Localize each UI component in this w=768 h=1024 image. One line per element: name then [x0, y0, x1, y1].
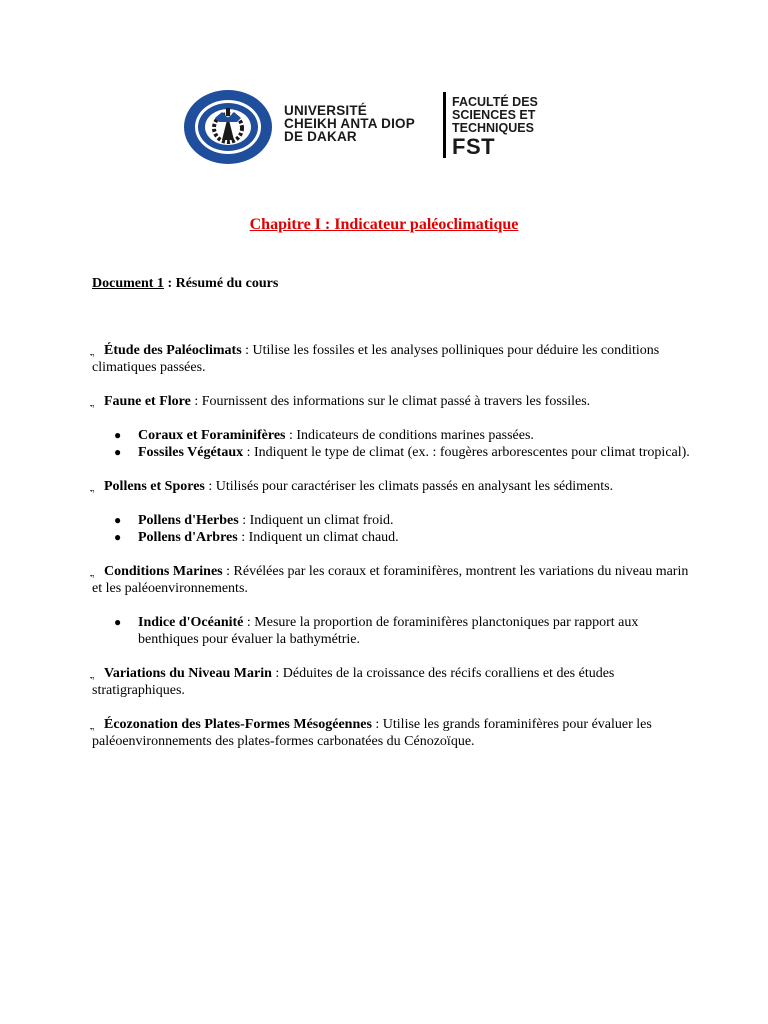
bullet-text: : Indiquent un climat froid. [238, 513, 394, 528]
university-name [284, 104, 415, 143]
section-marker [92, 665, 104, 682]
section-text: : Utilise les grands foraminifères pour évaluer les paléoenvironnements des plates-formes carbonatées du Cénozoïque. [92, 717, 652, 749]
faculty-line: TECHNIQUES [452, 121, 534, 135]
faculty-name [452, 96, 538, 158]
bullet-icon: ● [114, 445, 122, 459]
chapter-title [0, 216, 768, 234]
list-item [92, 529, 692, 546]
section-marker [92, 563, 104, 580]
document-subtitle: : Résumé du cours [163, 276, 279, 291]
list-item [92, 444, 692, 461]
section-term: Conditions Marines [104, 564, 223, 579]
course-summary [92, 342, 692, 750]
section-term: Faune et Flore [104, 394, 191, 409]
list-item [92, 512, 692, 529]
faculty-line: FACULTÉ DES [452, 95, 538, 109]
bullet-term: Pollens d'Arbres [138, 530, 238, 545]
section-text: : Révélées par les coraux et foraminifères, montrent les variations du niveau marin et les paléoenvironnements. [92, 564, 689, 596]
section-term: Pollens et Spores [104, 479, 205, 494]
bullet-term: Pollens d'Herbes [138, 513, 239, 528]
bullet-icon: ● [114, 530, 122, 544]
bullet-icon: ● [114, 615, 122, 629]
section-paragraph [92, 393, 692, 410]
section-text: : Déduites de la croissance des récifs coralliens et des études stratigraphiques. [92, 666, 615, 698]
section-paragraph [92, 665, 692, 699]
bullet-text: : Mesure la proportion de foraminifères planctoniques par rapport aux benthiques pour évaluer la bathymétrie. [138, 615, 639, 647]
bullet-list [92, 427, 692, 461]
list-item [92, 427, 692, 444]
section-marker [92, 716, 104, 733]
bullet-list [92, 614, 692, 648]
university-line: CHEIKH ANTA DIOP [284, 116, 415, 131]
section-marker [92, 478, 104, 495]
section-text: : Utilise les fossiles et les analyses polliniques pour déduire les conditions climatiques passées. [92, 343, 660, 375]
bullet-term: Coraux et Foraminifères [138, 428, 286, 443]
section-paragraph [92, 716, 692, 750]
section-paragraph [92, 563, 692, 597]
section-paragraph [92, 478, 692, 495]
bullet-icon: ● [114, 513, 122, 527]
section-paragraph [92, 342, 692, 376]
bullet-text: : Indiquent un climat chaud. [237, 530, 399, 545]
section-term: Étude des Paléoclimats [104, 343, 242, 358]
bullet-text: : Indiquent le type de climat (ex. : fougères arborescentes pour climat tropical). [243, 445, 690, 460]
bullet-text: : Indicateurs de conditions marines passées. [285, 428, 534, 443]
university-line: UNIVERSITÉ [284, 103, 368, 118]
bullet-icon: ● [114, 428, 122, 442]
document-label: Document 1 [92, 276, 164, 291]
header-logos [182, 88, 562, 166]
bullet-list [92, 512, 692, 546]
faculty-abbr: FST [452, 134, 496, 159]
header-divider [443, 92, 446, 158]
section-term: Variations du Niveau Marin [104, 666, 272, 681]
document-heading [92, 276, 278, 292]
section-text: : Utilisés pour caractériser les climats passés en analysant les sédiments. [204, 479, 614, 494]
chapter-title-text: Chapitre I : Indicateur paléoclimatique [249, 216, 519, 233]
section-term: Écozonation des Plates-Formes Mésogéennes [104, 717, 372, 732]
section-marker [92, 342, 104, 359]
university-line: DE DAKAR [284, 129, 357, 144]
section-marker [92, 393, 104, 410]
bullet-term: Fossiles Végétaux [138, 445, 244, 460]
list-item [92, 614, 692, 648]
bullet-term: Indice d'Océanité [138, 615, 244, 630]
university-seal-icon [182, 88, 274, 166]
faculty-line: SCIENCES ET [452, 108, 536, 122]
section-text: : Fournissent des informations sur le climat passé à travers les fossiles. [190, 394, 591, 409]
